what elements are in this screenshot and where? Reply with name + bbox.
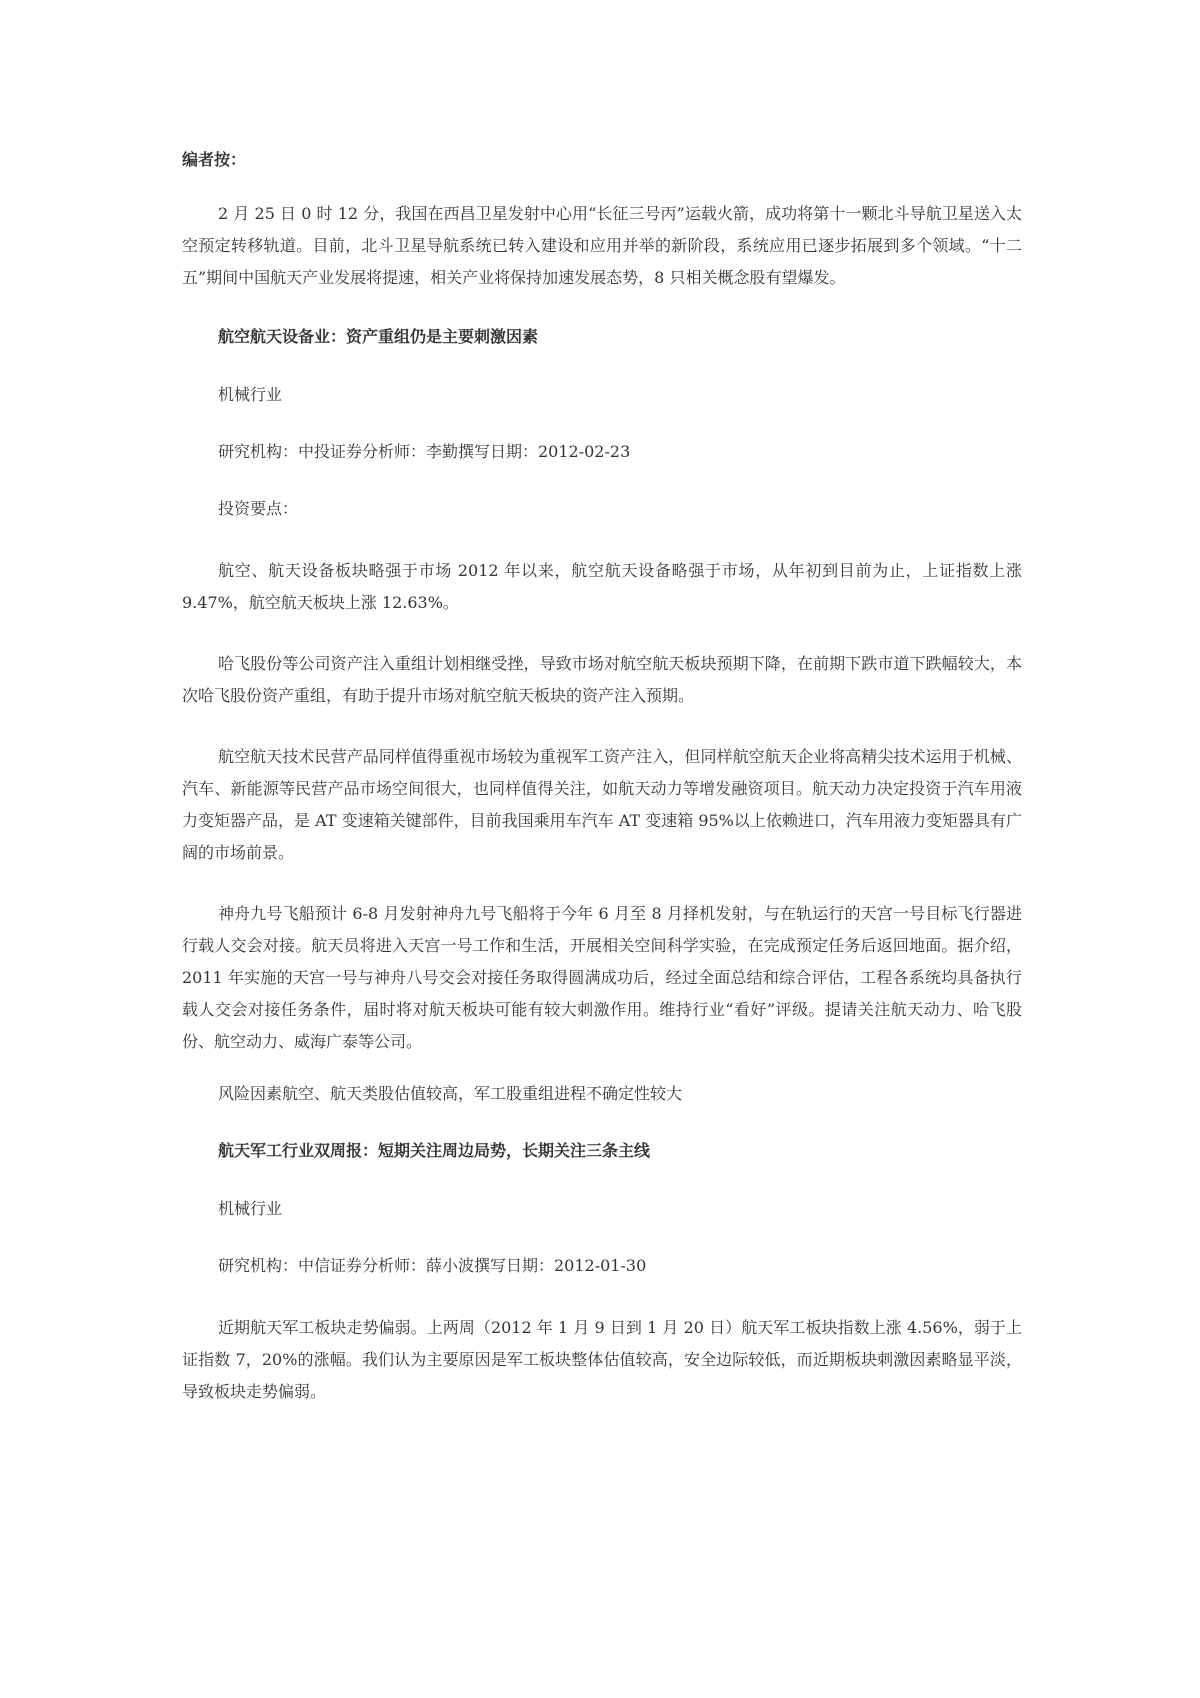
section2-paragraph: 近期航天军工板块走势偏弱。上两周（2012 年 1 月 9 日到 1 月 20 日）航天军工板块指数上涨 4.56%，弱于上证指数 7，20%的涨幅。我们认为主要原因是军工板块整体估值较高，安全边际较低，而近期板块刺激因素略显平淡，导致板块走势偏弱。 <box>182 1318 1022 1401</box>
section1-risk: 风险因素航空、航天类股估值较高，军工股重组进程不确定性较大 <box>218 1084 683 1103</box>
section1-title: 航空航天设备业：资产重组仍是主要刺激因素 <box>218 327 539 346</box>
section2-industry: 机械行业 <box>218 1199 283 1218</box>
document-page <box>182 146 1022 1408</box>
section1-industry: 机械行业 <box>218 385 283 404</box>
section1-meta: 研究机构：中投证券分析师：李勤撰写日期：2012-02-23 <box>218 442 631 461</box>
section1-paragraph-2: 哈飞股份等公司资产注入重组计划相继受挫，导致市场对航空航天板块预期下降，在前期下跌市道下跌幅较大，本次哈飞股份资产重组，有助于提升市场对航空航天板块的资产注入预期。 <box>182 654 1022 705</box>
section1-paragraph-4: 神舟九号飞船预计 6-8 月发射神舟九号飞船将于今年 6 月至 8 月择机发射，与在轨运行的天宫一号目标飞行器进行载人交会对接。航天员将进入天宫一号工作和生活，开展相关空间科学实验，在完成预定任务后返回地面。据介绍，2011 年实施的天宫一号与神舟八号交会对接任务取得圆满成功后，经过全面总结和综合评估，工程各系统均具备执行载人交会对接任务条件，届时将对航天板块可能有较大刺激作用。维持行业“看好”评级。提请关注航天动力、哈飞股份、航空动力、威海广泰等公司。 <box>182 904 1022 1051</box>
section2-title: 航天军工行业双周报：短期关注周边局势，长期关注三条主线 <box>218 1141 651 1160</box>
editor-note-label: 编者按： <box>182 150 247 169</box>
section1-points-label: 投资要点： <box>218 499 299 518</box>
section1-paragraph-3: 航空航天技术民营产品同样值得重视市场较为重视军工资产注入，但同样航空航天企业将高精尖技术运用于机械、汽车、新能源等民营产品市场空间很大，也同样值得关注，如航天动力等增发融资项目。航天动力决定投资于汽车用液力变矩器产品，是 AT 变速箱关键部件，目前我国乘用车汽车 AT 变速箱 95%以上依赖进口，汽车用液力变矩器具有广阔的市场前景。 <box>182 747 1022 862</box>
intro-paragraph: 2 月 25 日 0 时 12 分，我国在西昌卫星发射中心用“长征三号丙”运载火箭，成功将第十一颗北斗导航卫星送入太空预定转移轨道。目前，北斗卫星导航系统已转入建设和应用并举的新阶段，系统应用已逐步拓展到多个领域。“十二五”期间中国航天产业发展将提速，相关产业将保持加速发展态势，8 只相关概念股有望爆发。 <box>182 204 1022 287</box>
section2-meta: 研究机构：中信证券分析师：薛小波撰写日期：2012-01-30 <box>218 1256 647 1275</box>
section1-paragraph-1: 航空、航天设备板块略强于市场 2012 年以来，航空航天设备略强于市场，从年初到目前为止，上证指数上涨 9.47%，航空航天板块上涨 12.63%。 <box>182 561 1022 612</box>
